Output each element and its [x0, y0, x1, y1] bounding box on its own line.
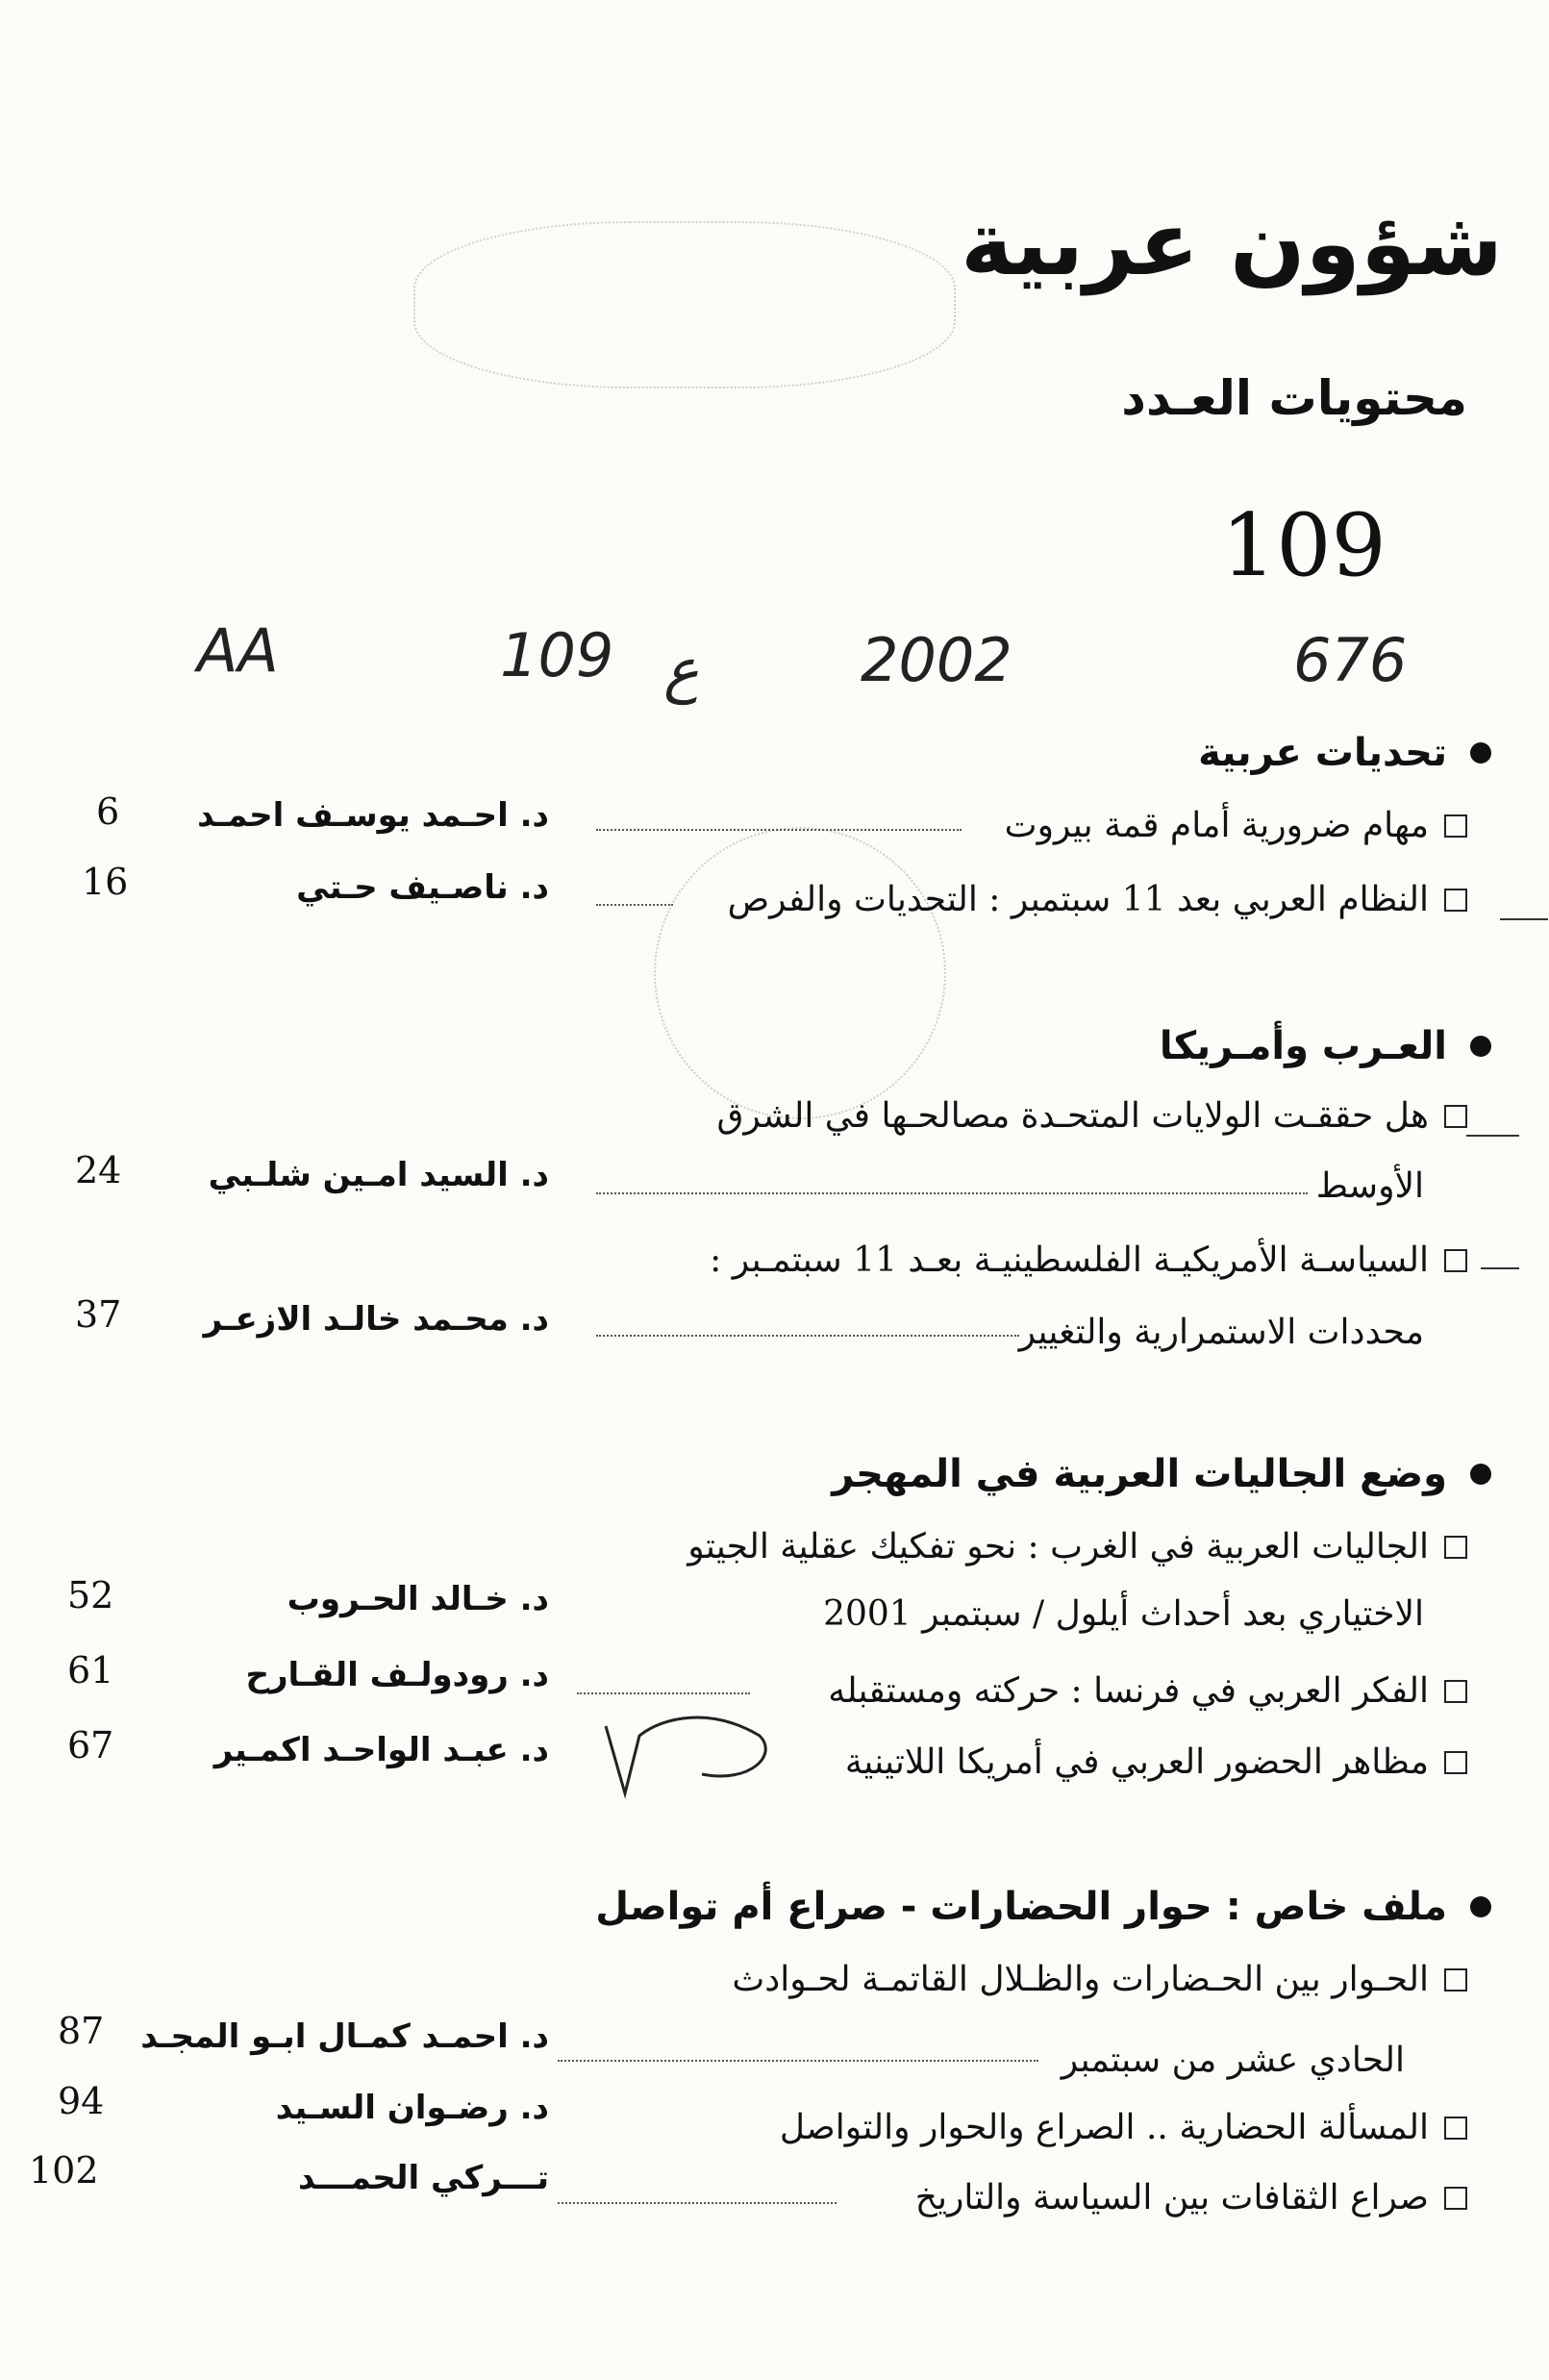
- faint-stamp: [413, 221, 956, 388]
- dotted-leader: [577, 1692, 750, 1694]
- article-title: [845, 1742, 1467, 1782]
- article-author: د. السيد امـين شلـبي: [208, 1156, 549, 1194]
- article-title: [828, 1671, 1467, 1711]
- handwritten-left: AA: [197, 615, 279, 686]
- page-number: 61: [67, 1649, 114, 1691]
- margin-mark: [1481, 1267, 1519, 1269]
- handwritten-right: 676: [1293, 625, 1408, 695]
- dotted-leader: [558, 2202, 837, 2204]
- dotted-leader: [596, 829, 962, 831]
- checkbox-icon: [1444, 1751, 1467, 1774]
- article-title-text: هل حققـت الولايات المتحـدة مصالحـها في الشرق: [716, 1096, 1429, 1136]
- article-author: د. محـمد خالـد الازعـر: [203, 1300, 549, 1339]
- article-title: [1005, 806, 1467, 845]
- article-title: [687, 1527, 1467, 1566]
- page-number: 6: [96, 790, 120, 833]
- article-title: [732, 1960, 1467, 1999]
- article-title-text: النظام العربي بعد 11 سبتمبر : التحديات والفرص: [727, 880, 1429, 919]
- article-title-continued: الاختياري بعد أحداث أيلول / سبتمبر 2001: [823, 1594, 1424, 1634]
- page-number: 24: [75, 1149, 122, 1191]
- article-author: تـــركي الحمـــد: [297, 2159, 549, 2197]
- article-author: د. ناصـيف حـتي: [296, 868, 549, 907]
- checkbox-icon: [1444, 1249, 1467, 1272]
- section-heading: [595, 1885, 1491, 1929]
- article-title: [780, 2108, 1467, 2147]
- article-title: [716, 1096, 1467, 1136]
- article-title-text: صراع الثقافات بين السياسة والتاريخ: [914, 2178, 1429, 2217]
- article-title-continued: محددات الاستمرارية والتغيير: [1018, 1313, 1424, 1352]
- dotted-leader: [596, 1192, 1308, 1194]
- article-author: د. عبـد الواحـد اكمـير: [213, 1731, 549, 1769]
- article-title-text: الجاليات العربية في الغرب : نحو تفكيك عقلية الجيتو: [687, 1527, 1429, 1566]
- bullet-icon: [1470, 1036, 1491, 1057]
- page-number: 37: [75, 1293, 122, 1336]
- dotted-leader: [596, 904, 673, 906]
- section-heading: [832, 1452, 1491, 1496]
- handwritten-number: 109: [500, 620, 614, 690]
- dotted-leader: [596, 1335, 1019, 1337]
- section-heading: [1160, 1024, 1491, 1068]
- bullet-icon: [1470, 1464, 1491, 1485]
- issue-number: 109: [1221, 495, 1387, 596]
- checkbox-icon: [1444, 1968, 1467, 1992]
- page-number: 94: [58, 2080, 105, 2122]
- article-title-text: مظاهر الحضور العربي في أمريكا اللاتينية: [844, 1742, 1429, 1782]
- article-author: د. احمـد كمـال ابـو المجـد: [140, 2017, 549, 2056]
- article-title: [915, 2178, 1467, 2217]
- article-title-continued: الحادي عشر من سبتمبر: [1061, 2041, 1405, 2080]
- article-title-text: السياسـة الأمريكيـة الفلسطينيـة بعـد 11 سبتمـبر :: [710, 1240, 1429, 1280]
- page-number: 102: [29, 2149, 99, 2192]
- article-title-text: الحـوار بين الحـضارات والظـلال القاتمـة لحـوادث: [732, 1960, 1429, 1999]
- section-heading-text: وضع الجاليات العربية في المهجر: [832, 1452, 1447, 1496]
- article-title: [728, 880, 1467, 919]
- checkbox-icon: [1444, 1680, 1467, 1703]
- page-number: 16: [82, 861, 129, 903]
- checkbox-icon: [1444, 889, 1467, 912]
- article-title-text: المسألة الحضارية .. الصراع والحوار والتواصل: [779, 2108, 1429, 2147]
- bullet-icon: [1470, 742, 1491, 764]
- article-title: [710, 1240, 1467, 1280]
- article-author: د. رضـوان السـيد: [275, 2089, 549, 2127]
- page-number: 52: [67, 1574, 114, 1616]
- article-author: د. رودولـف القـارح: [245, 1656, 549, 1694]
- checkbox-icon: [1444, 2117, 1467, 2140]
- handwritten-scribble: [596, 1707, 788, 1813]
- handwritten-year: 2002: [861, 625, 1012, 695]
- article-title-text: الفكر العربي في فرنسا : حركته ومستقبله: [828, 1671, 1429, 1711]
- magazine-title: شؤون عربية: [961, 192, 1503, 295]
- contents-label: محتويات العـدد: [1121, 370, 1467, 426]
- page-number: 87: [58, 2010, 105, 2052]
- article-author: د. احـمد يوسـف احمـد: [197, 796, 549, 835]
- margin-mark: [1466, 1135, 1519, 1137]
- section-heading-text: تحديات عربية: [1198, 731, 1447, 775]
- section-heading-text: العـرب وأمـريكا: [1159, 1024, 1447, 1068]
- checkbox-icon: [1444, 1105, 1467, 1128]
- handwritten-letter: ع: [663, 635, 699, 705]
- checkbox-icon: [1444, 2187, 1467, 2210]
- article-title-text: مهام ضرورية أمام قمة بيروت: [1004, 806, 1429, 845]
- page-number: 67: [67, 1724, 114, 1766]
- dotted-leader: [558, 2060, 1038, 2062]
- checkbox-icon: [1444, 814, 1467, 838]
- article-title-continued: الأوسط: [1315, 1166, 1424, 1206]
- bullet-icon: [1470, 1896, 1491, 1917]
- article-author: د. خـالد الحـروب: [287, 1580, 549, 1618]
- faint-stamp-lower: [654, 827, 946, 1119]
- checkbox-icon: [1444, 1536, 1467, 1559]
- section-heading-text: ملف خاص : حوار الحضارات - صراع أم تواصل: [595, 1885, 1447, 1929]
- section-heading: [1198, 731, 1491, 775]
- margin-mark: [1500, 918, 1548, 920]
